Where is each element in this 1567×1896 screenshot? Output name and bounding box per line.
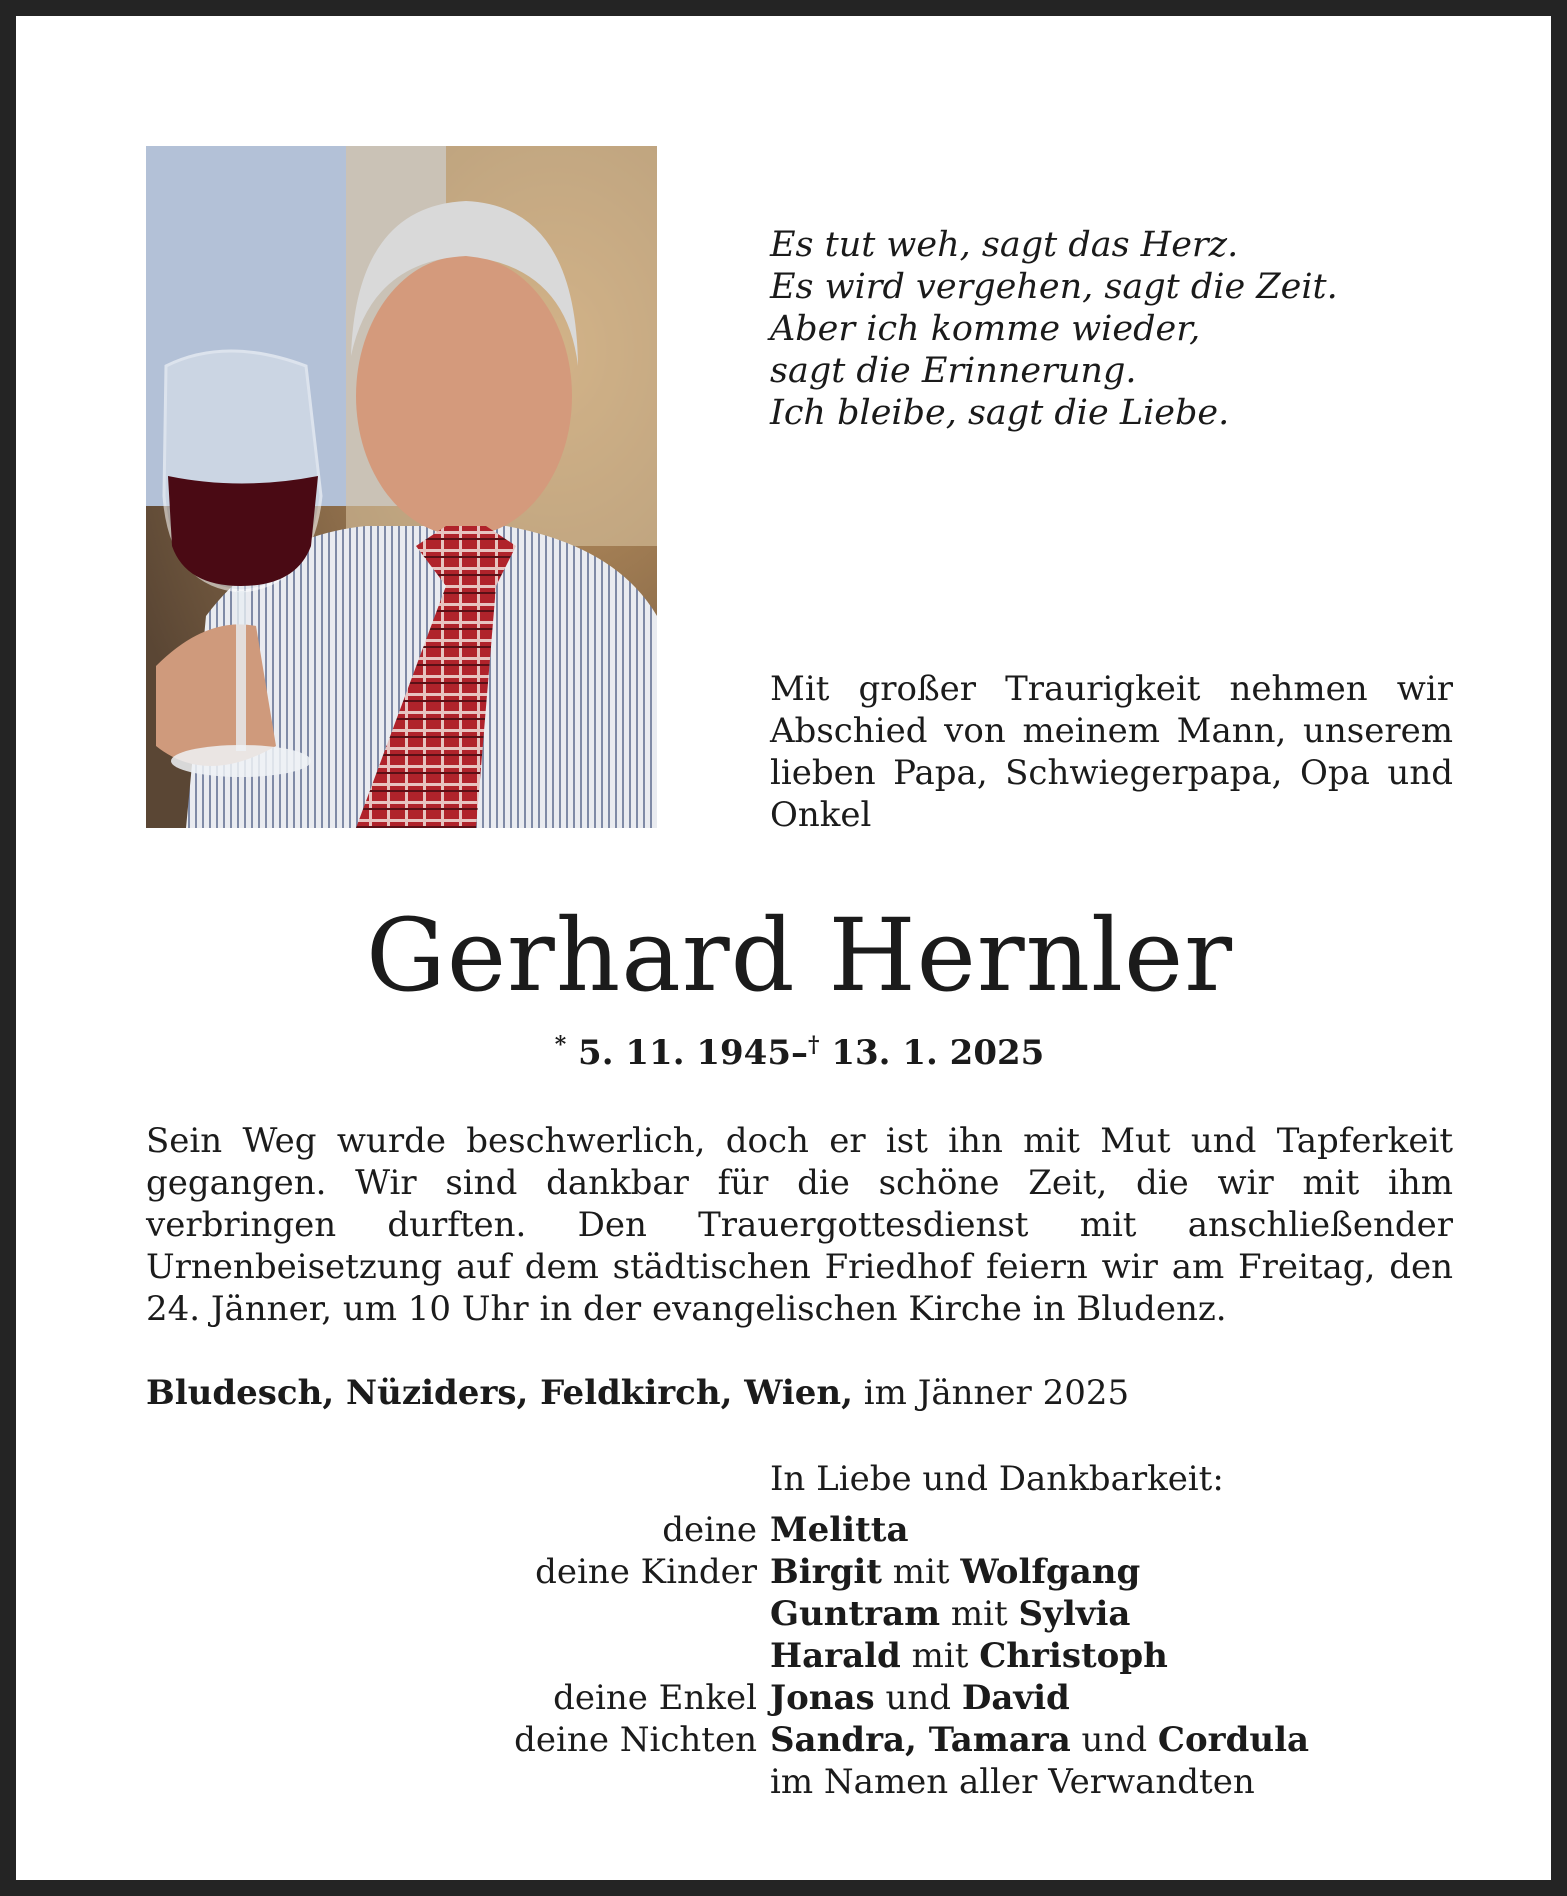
poem (770, 224, 1530, 434)
closing-line: im Namen aller Verwandten (770, 1762, 1255, 1802)
partner-name: Wolfgang (960, 1552, 1141, 1592)
family-names (770, 1719, 1309, 1761)
life-dates (16, 1024, 1567, 1074)
joiner-word: und (885, 1678, 952, 1718)
partner-name: Sylvia (1018, 1594, 1131, 1634)
death-date: 13. 1. 2025 (831, 1033, 1045, 1073)
family-names (770, 1635, 1168, 1677)
niece-names: Sandra, Tamara (770, 1720, 1071, 1760)
joiner-word: mit (950, 1594, 1008, 1634)
portrait-photo (146, 146, 657, 828)
thanks-line: In Liebe und Dankbarkeit: (770, 1459, 1224, 1499)
family-row-closing (16, 1761, 1567, 1803)
grandchild-name: Jonas (770, 1678, 875, 1718)
family-row-children (16, 1635, 1567, 1677)
family-names (770, 1593, 1130, 1635)
family-row-wife (16, 1509, 1567, 1551)
family-names (770, 1551, 1140, 1593)
poem-line: Es wird vergehen, sagt die Zeit. (770, 267, 1338, 307)
poem-line: Es tut weh, sagt das Herz. (770, 225, 1239, 265)
family-row-children (16, 1551, 1567, 1593)
places-towns: Bludesch, Nüziders, Feldkirch, Wien, (146, 1373, 853, 1413)
family-names (770, 1677, 1070, 1719)
family-list (16, 1509, 1567, 1803)
family-row-grandchildren (16, 1677, 1567, 1719)
poem-line: Aber ich komme wieder, (770, 309, 1201, 349)
birth-symbol: * (554, 1032, 567, 1058)
relation-label: deine Enkel (553, 1678, 757, 1718)
death-symbol: † (808, 1032, 820, 1058)
intro-text: Mit großer Traurigkeit nehmen wir Abschied von meinem Mann, unserem lieben Papa, Schwiegerpapa, Opa und Onkel (770, 669, 1453, 835)
grandchild-name: David (961, 1678, 1070, 1718)
relation-label: deine Nichten (514, 1720, 757, 1760)
places-line (146, 1372, 1129, 1414)
family-names (770, 1509, 909, 1551)
body-text: Sein Weg wurde beschwerlich, doch er ist ihn mit Mut und Tapferkeit gegangen. Wir sind dankbar für die schöne Zeit, die wir mit ihm verbringen durften. Den Trauergottesdienst mit anschließender Urnenbeisetzung auf dem städtischen Friedhof feiern wir am Freitag, den 24. Jänner, um 10 Uhr in der evangelischen Kirche in Bludenz. (146, 1121, 1453, 1329)
date-separator: – (791, 1033, 808, 1073)
partner-name: Christoph (979, 1636, 1168, 1676)
birth-date: 5. 11. 1945 (578, 1033, 791, 1073)
niece-name: Cordula (1157, 1720, 1310, 1760)
deceased-name: Gerhard Hernler (365, 897, 1234, 1014)
joiner-word: und (1081, 1720, 1148, 1760)
poem-line: sagt die Erinnerung. (770, 351, 1137, 391)
joiner-word: mit (911, 1636, 969, 1676)
relation-label: deine (662, 1510, 757, 1550)
places-date: im Jänner 2025 (863, 1373, 1130, 1413)
family-row-children (16, 1593, 1567, 1635)
poem-line: Ich bleibe, sagt die Liebe. (770, 393, 1230, 433)
family-row-nieces (16, 1719, 1567, 1761)
wife-name: Melitta (770, 1510, 909, 1550)
child-name: Guntram (770, 1594, 941, 1634)
relation-label: deine Kinder (535, 1552, 757, 1592)
child-name: Harald (770, 1636, 901, 1676)
joiner-word: mit (892, 1552, 950, 1592)
child-name: Birgit (770, 1552, 882, 1592)
